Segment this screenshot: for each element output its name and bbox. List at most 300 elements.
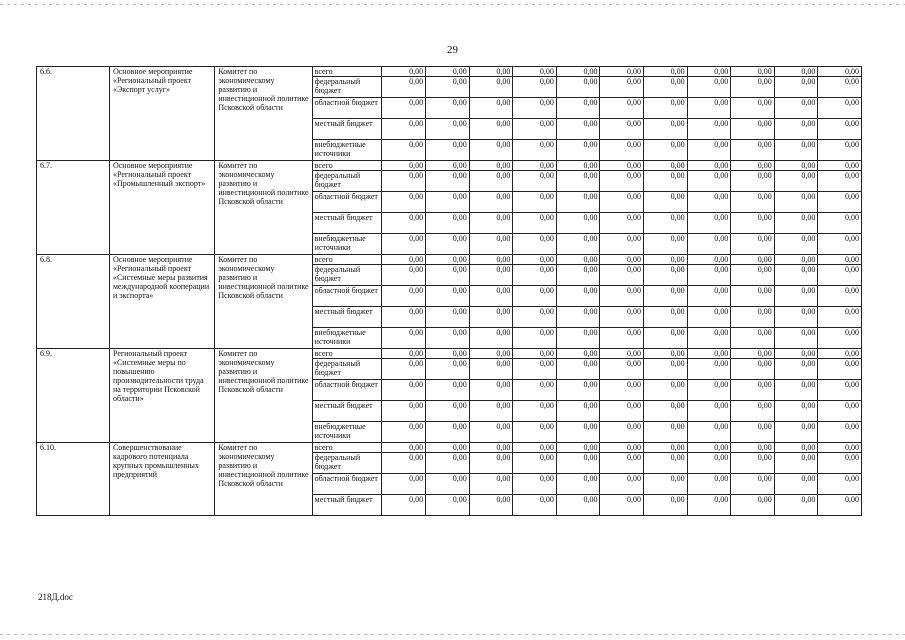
value-cell: 0,00 [731, 140, 775, 161]
value-cell: 0,00 [687, 234, 731, 255]
value-cell: 0,00 [513, 422, 557, 443]
value-cell: 0,00 [513, 161, 557, 171]
funding-source-cell: областной бюджет [312, 98, 381, 119]
value-cell: 0,00 [600, 422, 644, 443]
value-cell: 0,00 [818, 453, 862, 474]
value-cell: 0,00 [513, 495, 557, 516]
value-cell: 0,00 [381, 192, 426, 213]
value-cell: 0,00 [687, 98, 731, 119]
value-cell: 0,00 [731, 453, 775, 474]
value-cell: 0,00 [600, 265, 644, 286]
value-cell: 0,00 [644, 98, 688, 119]
value-cell: 0,00 [687, 192, 731, 213]
value-cell: 0,00 [818, 286, 862, 307]
value-cell: 0,00 [513, 192, 557, 213]
value-cell: 0,00 [774, 328, 818, 349]
value-cell: 0,00 [644, 422, 688, 443]
value-cell: 0,00 [644, 307, 688, 328]
value-cell: 0,00 [687, 255, 731, 265]
table-row [37, 255, 862, 265]
funding-source-cell: внебюджетные источники [312, 328, 381, 349]
value-cell: 0,00 [731, 286, 775, 307]
value-cell: 0,00 [687, 119, 731, 140]
value-cell: 0,00 [556, 213, 600, 234]
value-cell: 0,00 [513, 359, 557, 380]
value-cell: 0,00 [774, 67, 818, 77]
value-cell: 0,00 [426, 307, 470, 328]
value-cell: 0,00 [426, 77, 470, 98]
executor-cell: Комитет по экономическому развитию и инвестиционной политике Псковской области [215, 67, 312, 161]
value-cell: 0,00 [687, 67, 731, 77]
page-number: 29 [447, 44, 458, 56]
value-cell: 0,00 [774, 359, 818, 380]
value-cell: 0,00 [513, 171, 557, 192]
value-cell: 0,00 [513, 286, 557, 307]
value-cell: 0,00 [600, 401, 644, 422]
funding-source-cell: федеральный бюджет [312, 77, 381, 98]
value-cell: 0,00 [774, 495, 818, 516]
value-cell: 0,00 [600, 67, 644, 77]
value-cell: 0,00 [731, 359, 775, 380]
value-cell: 0,00 [818, 98, 862, 119]
funding-source-cell: местный бюджет [312, 307, 381, 328]
value-cell: 0,00 [426, 161, 470, 171]
value-cell: 0,00 [426, 401, 470, 422]
funding-source-cell: местный бюджет [312, 213, 381, 234]
funding-source-cell: федеральный бюджет [312, 453, 381, 474]
value-cell: 0,00 [469, 213, 513, 234]
value-cell: 0,00 [644, 119, 688, 140]
value-cell: 0,00 [687, 349, 731, 359]
value-cell: 0,00 [644, 213, 688, 234]
value-cell: 0,00 [469, 380, 513, 401]
value-cell: 0,00 [731, 234, 775, 255]
value-cell: 0,00 [731, 422, 775, 443]
value-cell: 0,00 [731, 307, 775, 328]
value-cell: 0,00 [556, 265, 600, 286]
funding-source-cell: областной бюджет [312, 474, 381, 495]
value-cell: 0,00 [644, 67, 688, 77]
value-cell: 0,00 [556, 98, 600, 119]
value-cell: 0,00 [818, 349, 862, 359]
item-number-cell: 6.7. [37, 161, 110, 255]
funding-source-cell: всего [312, 67, 381, 77]
budget-table [36, 66, 862, 516]
value-cell: 0,00 [556, 140, 600, 161]
value-cell: 0,00 [818, 255, 862, 265]
value-cell: 0,00 [687, 77, 731, 98]
value-cell: 0,00 [381, 495, 426, 516]
value-cell: 0,00 [469, 98, 513, 119]
value-cell: 0,00 [381, 328, 426, 349]
value-cell: 0,00 [644, 140, 688, 161]
value-cell: 0,00 [600, 161, 644, 171]
value-cell: 0,00 [600, 119, 644, 140]
scan-artifact-bottom [0, 634, 905, 635]
value-cell: 0,00 [513, 234, 557, 255]
value-cell: 0,00 [556, 192, 600, 213]
value-cell: 0,00 [731, 401, 775, 422]
value-cell: 0,00 [774, 265, 818, 286]
value-cell: 0,00 [469, 495, 513, 516]
value-cell: 0,00 [469, 161, 513, 171]
value-cell: 0,00 [600, 286, 644, 307]
value-cell: 0,00 [426, 67, 470, 77]
value-cell: 0,00 [600, 140, 644, 161]
funding-source-cell: федеральный бюджет [312, 359, 381, 380]
value-cell: 0,00 [731, 119, 775, 140]
value-cell: 0,00 [469, 192, 513, 213]
value-cell: 0,00 [687, 286, 731, 307]
value-cell: 0,00 [818, 307, 862, 328]
value-cell: 0,00 [818, 192, 862, 213]
value-cell: 0,00 [687, 171, 731, 192]
value-cell: 0,00 [774, 234, 818, 255]
value-cell: 0,00 [381, 171, 426, 192]
value-cell: 0,00 [469, 422, 513, 443]
value-cell: 0,00 [731, 380, 775, 401]
value-cell: 0,00 [381, 140, 426, 161]
value-cell: 0,00 [469, 265, 513, 286]
value-cell: 0,00 [774, 307, 818, 328]
item-number-cell: 6.6. [37, 67, 110, 161]
value-cell: 0,00 [774, 422, 818, 443]
value-cell: 0,00 [381, 422, 426, 443]
funding-source-cell: областной бюджет [312, 380, 381, 401]
funding-source-cell: федеральный бюджет [312, 265, 381, 286]
value-cell: 0,00 [513, 265, 557, 286]
value-cell: 0,00 [469, 67, 513, 77]
value-cell: 0,00 [731, 328, 775, 349]
value-cell: 0,00 [644, 328, 688, 349]
value-cell: 0,00 [426, 495, 470, 516]
value-cell: 0,00 [687, 265, 731, 286]
value-cell: 0,00 [600, 213, 644, 234]
value-cell: 0,00 [556, 359, 600, 380]
value-cell: 0,00 [731, 495, 775, 516]
item-name-cell: Совершенствование кадрового потенциала крупных промышленных предприятий [109, 443, 214, 516]
value-cell: 0,00 [513, 328, 557, 349]
value-cell: 0,00 [381, 443, 426, 453]
item-name-cell: Основное мероприятие «Региональный проект «Системные меры развития международной кооперации и экспорта» [109, 255, 214, 349]
value-cell: 0,00 [381, 474, 426, 495]
value-cell: 0,00 [774, 192, 818, 213]
value-cell: 0,00 [556, 443, 600, 453]
value-cell: 0,00 [774, 98, 818, 119]
value-cell: 0,00 [469, 234, 513, 255]
value-cell: 0,00 [381, 234, 426, 255]
value-cell: 0,00 [818, 77, 862, 98]
value-cell: 0,00 [774, 77, 818, 98]
value-cell: 0,00 [818, 171, 862, 192]
value-cell: 0,00 [600, 453, 644, 474]
value-cell: 0,00 [600, 474, 644, 495]
value-cell: 0,00 [600, 234, 644, 255]
executor-cell: Комитет по экономическому развитию и инвестиционной политике Псковской области [215, 255, 312, 349]
value-cell: 0,00 [644, 171, 688, 192]
value-cell: 0,00 [687, 307, 731, 328]
value-cell: 0,00 [426, 192, 470, 213]
value-cell: 0,00 [513, 349, 557, 359]
value-cell: 0,00 [687, 140, 731, 161]
value-cell: 0,00 [426, 171, 470, 192]
value-cell: 0,00 [469, 349, 513, 359]
value-cell: 0,00 [426, 265, 470, 286]
value-cell: 0,00 [818, 495, 862, 516]
value-cell: 0,00 [687, 422, 731, 443]
value-cell: 0,00 [426, 359, 470, 380]
value-cell: 0,00 [731, 213, 775, 234]
value-cell: 0,00 [426, 453, 470, 474]
funding-source-cell: всего [312, 255, 381, 265]
value-cell: 0,00 [774, 171, 818, 192]
value-cell: 0,00 [426, 255, 470, 265]
value-cell: 0,00 [556, 495, 600, 516]
value-cell: 0,00 [731, 474, 775, 495]
value-cell: 0,00 [731, 161, 775, 171]
value-cell: 0,00 [687, 474, 731, 495]
value-cell: 0,00 [469, 286, 513, 307]
value-cell: 0,00 [381, 213, 426, 234]
value-cell: 0,00 [556, 255, 600, 265]
footer-filename: 218Д.doc [38, 592, 73, 602]
funding-source-cell: местный бюджет [312, 401, 381, 422]
value-cell: 0,00 [687, 443, 731, 453]
value-cell: 0,00 [818, 443, 862, 453]
value-cell: 0,00 [556, 67, 600, 77]
value-cell: 0,00 [774, 119, 818, 140]
value-cell: 0,00 [600, 171, 644, 192]
value-cell: 0,00 [818, 234, 862, 255]
value-cell: 0,00 [731, 349, 775, 359]
executor-cell: Комитет по экономическому развитию и инвестиционной политике Псковской области [215, 443, 312, 516]
value-cell: 0,00 [513, 77, 557, 98]
value-cell: 0,00 [469, 307, 513, 328]
value-cell: 0,00 [381, 359, 426, 380]
value-cell: 0,00 [644, 453, 688, 474]
value-cell: 0,00 [600, 495, 644, 516]
value-cell: 0,00 [556, 307, 600, 328]
value-cell: 0,00 [644, 349, 688, 359]
value-cell: 0,00 [381, 265, 426, 286]
value-cell: 0,00 [426, 349, 470, 359]
value-cell: 0,00 [556, 401, 600, 422]
value-cell: 0,00 [818, 422, 862, 443]
value-cell: 0,00 [426, 119, 470, 140]
value-cell: 0,00 [426, 443, 470, 453]
value-cell: 0,00 [381, 119, 426, 140]
item-name-cell: Основное мероприятие «Региональный проект «Экспорт услуг» [109, 67, 214, 161]
value-cell: 0,00 [687, 161, 731, 171]
value-cell: 0,00 [556, 328, 600, 349]
value-cell: 0,00 [731, 443, 775, 453]
value-cell: 0,00 [600, 380, 644, 401]
value-cell: 0,00 [731, 265, 775, 286]
value-cell: 0,00 [381, 307, 426, 328]
value-cell: 0,00 [731, 192, 775, 213]
value-cell: 0,00 [818, 474, 862, 495]
value-cell: 0,00 [687, 359, 731, 380]
value-cell: 0,00 [556, 453, 600, 474]
value-cell: 0,00 [556, 380, 600, 401]
value-cell: 0,00 [469, 255, 513, 265]
value-cell: 0,00 [469, 140, 513, 161]
value-cell: 0,00 [644, 161, 688, 171]
value-cell: 0,00 [600, 98, 644, 119]
value-cell: 0,00 [381, 349, 426, 359]
value-cell: 0,00 [731, 171, 775, 192]
value-cell: 0,00 [381, 161, 426, 171]
value-cell: 0,00 [469, 171, 513, 192]
value-cell: 0,00 [774, 161, 818, 171]
value-cell: 0,00 [774, 401, 818, 422]
value-cell: 0,00 [469, 77, 513, 98]
value-cell: 0,00 [774, 213, 818, 234]
value-cell: 0,00 [644, 443, 688, 453]
funding-source-cell: внебюджетные источники [312, 422, 381, 443]
value-cell: 0,00 [556, 161, 600, 171]
value-cell: 0,00 [556, 349, 600, 359]
budget-table-wrapper [36, 66, 862, 516]
value-cell: 0,00 [469, 359, 513, 380]
value-cell: 0,00 [818, 140, 862, 161]
funding-source-cell: областной бюджет [312, 192, 381, 213]
funding-source-cell: областной бюджет [312, 286, 381, 307]
value-cell: 0,00 [687, 495, 731, 516]
value-cell: 0,00 [513, 307, 557, 328]
value-cell: 0,00 [731, 255, 775, 265]
value-cell: 0,00 [687, 453, 731, 474]
value-cell: 0,00 [600, 255, 644, 265]
value-cell: 0,00 [644, 255, 688, 265]
executor-cell: Комитет по экономическому развитию и инвестиционной политике Псковской области [215, 349, 312, 443]
value-cell: 0,00 [644, 286, 688, 307]
item-number-cell: 6.9. [37, 349, 110, 443]
value-cell: 0,00 [774, 255, 818, 265]
value-cell: 0,00 [556, 119, 600, 140]
value-cell: 0,00 [644, 234, 688, 255]
value-cell: 0,00 [644, 474, 688, 495]
value-cell: 0,00 [687, 213, 731, 234]
funding-source-cell: всего [312, 443, 381, 453]
value-cell: 0,00 [469, 474, 513, 495]
value-cell: 0,00 [381, 401, 426, 422]
value-cell: 0,00 [687, 401, 731, 422]
value-cell: 0,00 [469, 453, 513, 474]
value-cell: 0,00 [818, 401, 862, 422]
value-cell: 0,00 [381, 98, 426, 119]
value-cell: 0,00 [818, 213, 862, 234]
value-cell: 0,00 [644, 265, 688, 286]
value-cell: 0,00 [513, 453, 557, 474]
value-cell: 0,00 [818, 359, 862, 380]
value-cell: 0,00 [731, 77, 775, 98]
value-cell: 0,00 [818, 161, 862, 171]
value-cell: 0,00 [556, 422, 600, 443]
value-cell: 0,00 [818, 328, 862, 349]
value-cell: 0,00 [426, 422, 470, 443]
funding-source-cell: местный бюджет [312, 119, 381, 140]
value-cell: 0,00 [426, 140, 470, 161]
funding-source-cell: внебюджетные источники [312, 140, 381, 161]
value-cell: 0,00 [600, 328, 644, 349]
funding-source-cell: внебюджетные источники [312, 234, 381, 255]
value-cell: 0,00 [774, 286, 818, 307]
value-cell: 0,00 [381, 453, 426, 474]
value-cell: 0,00 [513, 213, 557, 234]
value-cell: 0,00 [513, 443, 557, 453]
funding-source-cell: местный бюджет [312, 495, 381, 516]
value-cell: 0,00 [426, 328, 470, 349]
value-cell: 0,00 [600, 192, 644, 213]
value-cell: 0,00 [818, 265, 862, 286]
item-number-cell: 6.8. [37, 255, 110, 349]
value-cell: 0,00 [469, 401, 513, 422]
funding-source-cell: всего [312, 349, 381, 359]
value-cell: 0,00 [774, 443, 818, 453]
value-cell: 0,00 [556, 234, 600, 255]
scan-artifact-top [0, 4, 905, 5]
value-cell: 0,00 [381, 67, 426, 77]
value-cell: 0,00 [644, 359, 688, 380]
item-number-cell: 6.10. [37, 443, 110, 516]
value-cell: 0,00 [469, 443, 513, 453]
value-cell: 0,00 [600, 359, 644, 380]
value-cell: 0,00 [600, 77, 644, 98]
value-cell: 0,00 [818, 380, 862, 401]
table-row [37, 161, 862, 171]
value-cell: 0,00 [644, 495, 688, 516]
value-cell: 0,00 [513, 140, 557, 161]
value-cell: 0,00 [381, 380, 426, 401]
funding-source-cell: всего [312, 161, 381, 171]
value-cell: 0,00 [556, 474, 600, 495]
value-cell: 0,00 [774, 474, 818, 495]
value-cell: 0,00 [687, 328, 731, 349]
value-cell: 0,00 [774, 349, 818, 359]
value-cell: 0,00 [600, 349, 644, 359]
table-row [37, 67, 862, 77]
value-cell: 0,00 [774, 140, 818, 161]
value-cell: 0,00 [731, 98, 775, 119]
value-cell: 0,00 [426, 234, 470, 255]
value-cell: 0,00 [426, 286, 470, 307]
value-cell: 0,00 [731, 67, 775, 77]
table-row [37, 349, 862, 359]
value-cell: 0,00 [644, 192, 688, 213]
value-cell: 0,00 [818, 119, 862, 140]
value-cell: 0,00 [513, 255, 557, 265]
value-cell: 0,00 [600, 443, 644, 453]
table-row [37, 443, 862, 453]
value-cell: 0,00 [381, 286, 426, 307]
value-cell: 0,00 [469, 328, 513, 349]
value-cell: 0,00 [774, 453, 818, 474]
value-cell: 0,00 [426, 213, 470, 234]
item-name-cell: Основное мероприятие «Региональный проект «Промышленный экспорт» [109, 161, 214, 255]
funding-source-cell: федеральный бюджет [312, 171, 381, 192]
item-name-cell: Региональный проект «Системные меры по повышению производительности труда на территории Псковской области» [109, 349, 214, 443]
value-cell: 0,00 [644, 77, 688, 98]
value-cell: 0,00 [426, 474, 470, 495]
value-cell: 0,00 [556, 286, 600, 307]
value-cell: 0,00 [426, 380, 470, 401]
value-cell: 0,00 [644, 401, 688, 422]
value-cell: 0,00 [556, 77, 600, 98]
value-cell: 0,00 [600, 307, 644, 328]
value-cell: 0,00 [687, 380, 731, 401]
value-cell: 0,00 [513, 67, 557, 77]
